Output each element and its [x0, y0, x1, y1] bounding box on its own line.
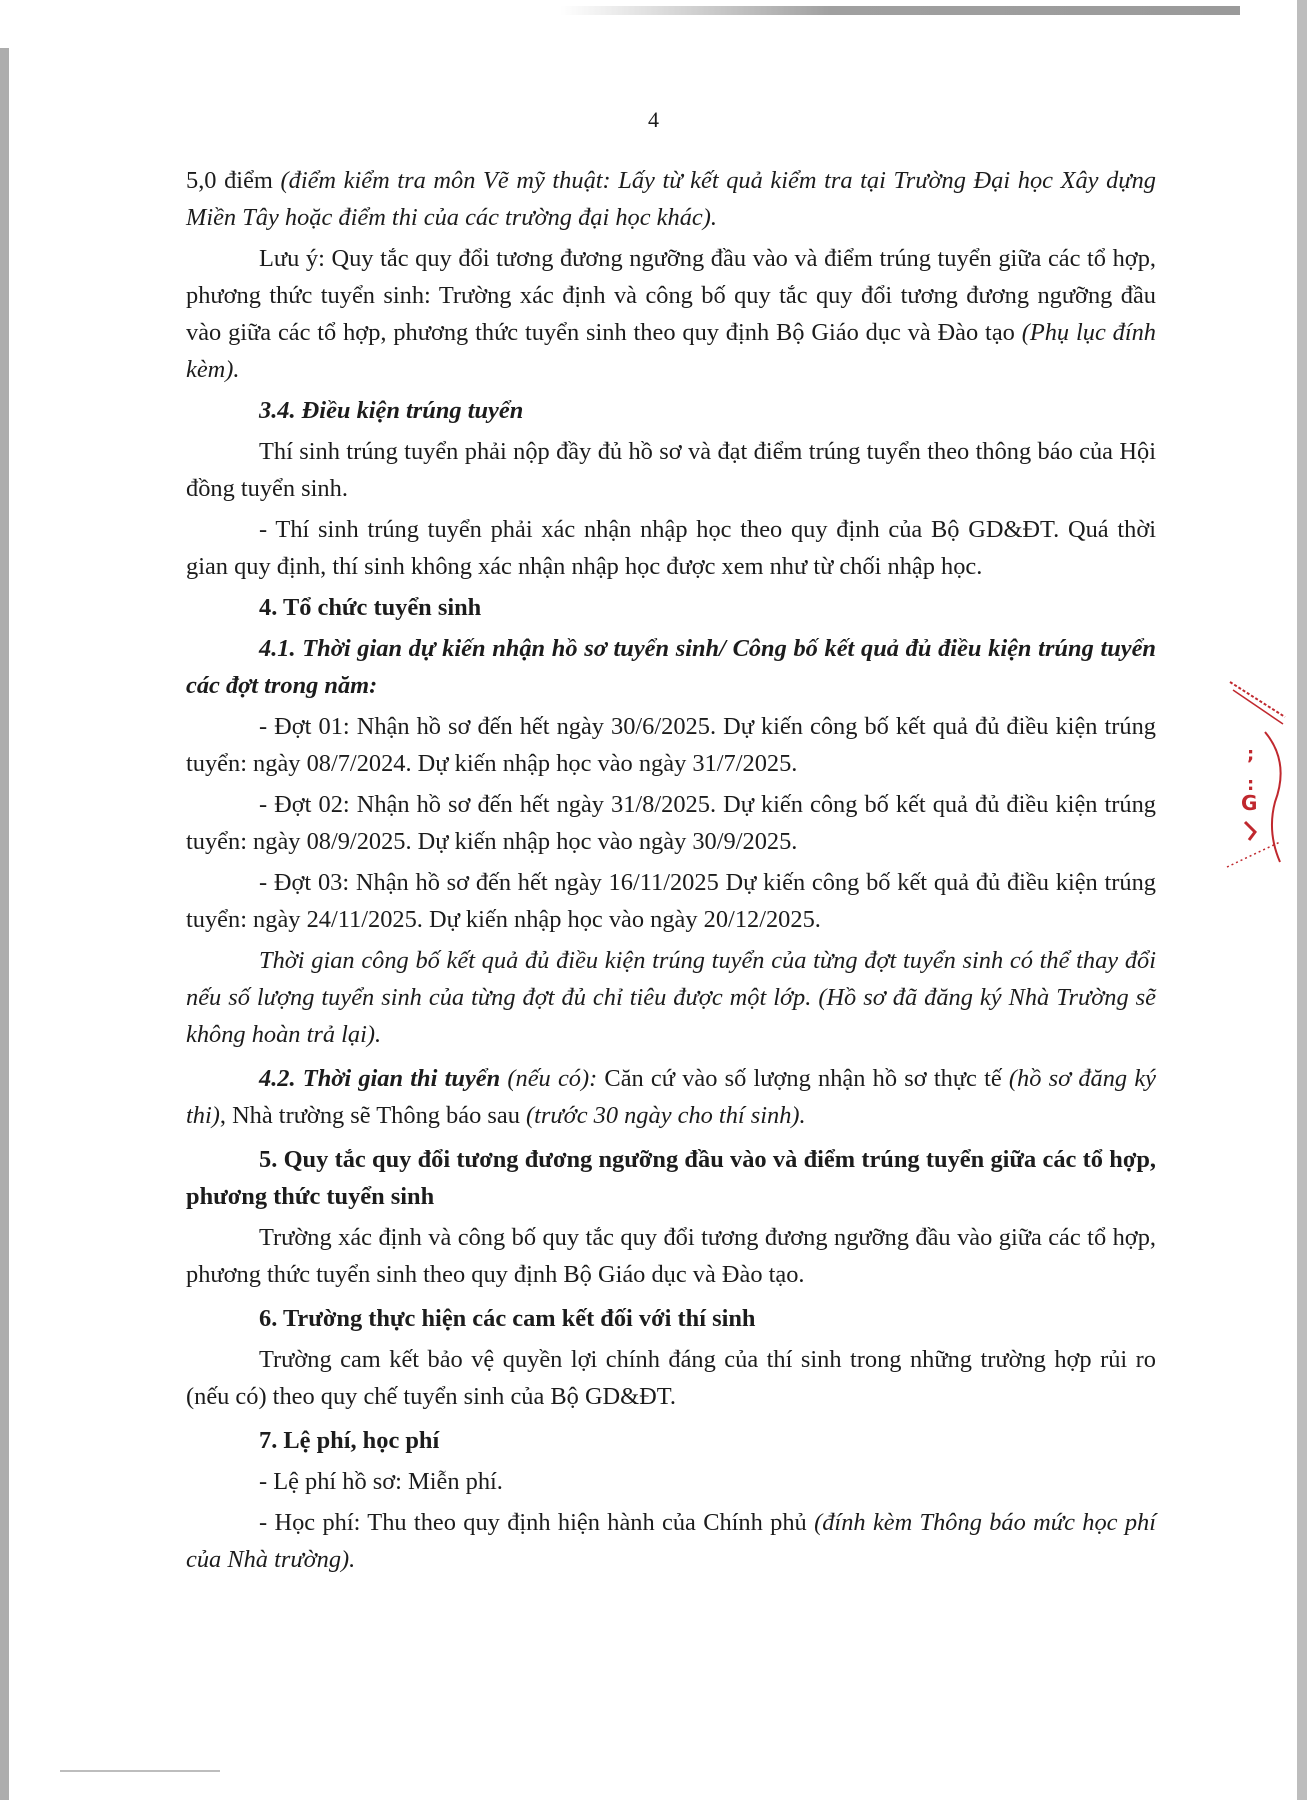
scan-top-border [560, 6, 1240, 15]
stamp-fragment [1225, 672, 1295, 872]
svg-text::: : [1247, 774, 1255, 795]
paragraph-time-note: Thời gian công bố kết quả đủ điều kiện trúng tuyển của từng đợt tuyển sinh có thể thay đổi nếu số lượng tuyển sinh của từng đợt đủ chỉ tiêu được một lớp. (Hồ sơ đã đăng ký Nhà Trường sẽ không hoàn trả lại). [186, 947, 1156, 1048]
paragraph-round-02: - Đợt 02: Nhận hồ sơ đến hết ngày 31/8/2025. Dự kiến công bố kết quả đủ điều kiện trúng tuyển: ngày 08/9/2025. Dự kiến nhập học vào ngày 30/9/2025. [186, 791, 1156, 855]
paragraph-round-03: - Đợt 03: Nhận hồ sơ đến hết ngày 16/11/2025 Dự kiến công bố kết quả đủ điều kiện trúng tuyển: ngày 24/11/2025. Dự kiến nhập học vào ngày 20/12/2025. [186, 869, 1156, 933]
heading-3-4: 3.4. Điều kiện trúng tuyển [259, 397, 524, 424]
heading-4: 4. Tổ chức tuyển sinh [259, 594, 482, 621]
heading-6: 6. Trường thực hiện các cam kết đối với thí sinh [259, 1305, 756, 1332]
paragraph-score-note: 5,0 điểm (điểm kiểm tra môn Vẽ mỹ thuật: Lấy từ kết quả kiểm tra tại Trường Đại học Xây dựng Miền Tây hoặc điểm thi của các trường đại học khác). [186, 167, 1157, 231]
heading-4-1: 4.1. Thời gian dự kiến nhận hồ sơ tuyển sinh/ Công bố kết quả đủ điều kiện trúng tuyển các đợt trong năm: [186, 635, 1156, 699]
paragraph-round-01: - Đợt 01: Nhận hồ sơ đến hết ngày 30/6/2025. Dự kiến công bố kết quả đủ điều kiện trúng tuyển: ngày 08/7/2024. Dự kiến nhập học vào ngày 31/7/2025. [186, 713, 1156, 777]
paragraph-conversion-rule: Trường xác định và công bố quy tắc quy đổi tương đương ngưỡng đầu vào giữa các tổ hợp, phương thức tuyển sinh theo quy định Bộ Giáo dục và Đào tạo. [186, 1224, 1156, 1288]
paragraph-admission-condition: Thí sinh trúng tuyển phải nộp đầy đủ hồ sơ và đạt điểm trúng tuyển theo thông báo của Hội đồng tuyển sinh. [186, 438, 1156, 502]
page-number: 4 [648, 107, 659, 132]
scan-right-border [1297, 0, 1307, 1800]
document-body [186, 162, 1156, 1578]
paragraph-application-fee: - Lệ phí hồ sơ: Miễn phí. [259, 1468, 503, 1495]
paragraph-tuition: - Học phí: Thu theo quy định hiện hành của Chính phủ (đính kèm Thông báo mức học phí của Nhà trường). [186, 1509, 1156, 1573]
scan-bottom-mark [60, 1770, 220, 1772]
svg-text:;: ; [1247, 744, 1255, 765]
paragraph-exam-time: 4.2. Thời gian thi tuyển (nếu có): Căn cứ vào số lượng nhận hồ sơ thực tế (hồ sơ đăng ký thi), Nhà trường sẽ Thông báo sau (trước 30 ngày cho thí sinh). [186, 1065, 1156, 1129]
stamp-letter: G [1241, 791, 1258, 815]
heading-7: 7. Lệ phí, học phí [259, 1427, 440, 1454]
scan-left-border [0, 48, 9, 1800]
paragraph-commitment: Trường cam kết bảo vệ quyền lợi chính đáng của thí sinh trong những trường hợp rủi ro (nếu có) theo quy chế tuyển sinh của Bộ GD&ĐT. [186, 1346, 1156, 1410]
paragraph-enrollment-confirmation: - Thí sinh trúng tuyển phải xác nhận nhập học theo quy định của Bộ GD&ĐT. Quá thời gian quy định, thí sinh không xác nhận nhập học được xem như từ chối nhập học. [186, 516, 1156, 580]
paragraph-conversion-note: Lưu ý: Quy tắc quy đổi tương đương ngưỡng đầu vào và điểm trúng tuyển giữa các tổ hợp, phương thức tuyển sinh: Trường xác định và công bố quy tắc quy đổi tương đương ngưỡng đầu vào giữa các tổ hợp, phương thức tuyển sinh theo quy định Bộ Giáo dục và Đào tạo (Phụ lục đính kèm). [186, 245, 1156, 383]
heading-5: 5. Quy tắc quy đổi tương đương ngưỡng đầu vào và điểm trúng tuyển giữa các tổ hợp, phương thức tuyển sinh [186, 1146, 1156, 1210]
